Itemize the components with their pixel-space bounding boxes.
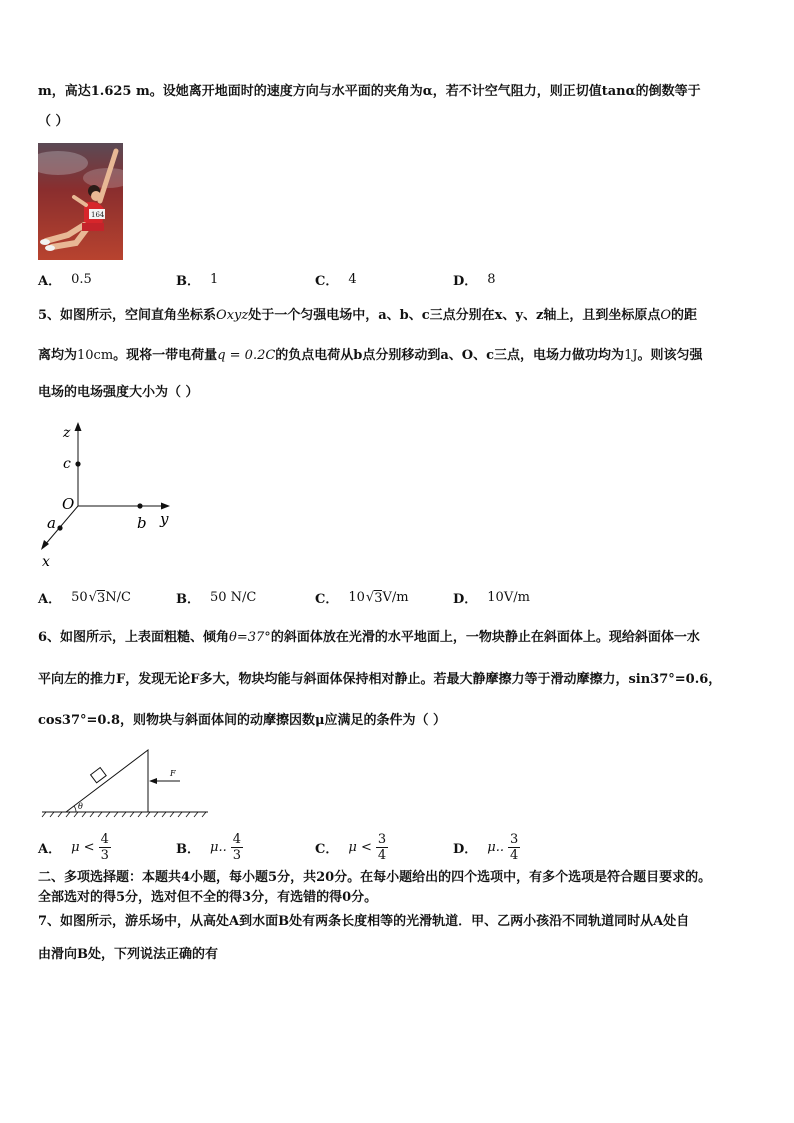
fraction: $\frac{3}{4}$ — [377, 832, 387, 863]
q6-text-line-2: 平向左的推力F，发现无论F多大，物块均能与斜面体保持相对静止。若最大静摩擦力等于滑动摩擦力，sin37°=0.6， — [38, 672, 722, 687]
b-label: b — [137, 514, 147, 532]
q4-option-b[interactable]: B． 1 — [176, 272, 219, 289]
y-label: y — [160, 510, 169, 528]
q6-option-d[interactable]: D． μ.. $\frac{3}{4}$ — [453, 832, 519, 863]
q6-option-c[interactable]: C． μ < $\frac{3}{4}$ — [315, 832, 387, 863]
z-label: z — [63, 425, 71, 441]
q7-text-line-2: 由滑向B处，下列说法正确的有 — [38, 947, 218, 962]
q4-option-d[interactable]: D． 8 — [453, 272, 496, 289]
block-on-incline — [91, 768, 107, 783]
q6-options — [38, 828, 758, 864]
c-label: c — [63, 456, 71, 472]
a-label: a — [47, 514, 56, 532]
section2-header-line-1: 二、多项选择题：本题共4小题，每小题5分，共20分。在每小题给出的四个选项中，有多个选项是符合题目要求的。 — [38, 870, 712, 885]
point-c — [75, 461, 80, 466]
q4-text-line-1: m，高达1.625 m。设她离开地面时的速度方向与水平面的夹角为α，若不计空气阻力，则正切值tanα的倒数等于 — [38, 84, 701, 99]
q6-text-line-1: 6、如图所示，上表面粗糙、倾角θ=37°的斜面体放在光滑的水平地面上，一物块静止在斜面体上。现给斜面体一水 — [38, 630, 700, 645]
q5-option-b[interactable]: B． 50 N/C — [176, 590, 257, 607]
fraction: $\frac{3}{4}$ — [510, 832, 519, 863]
fraction: $\frac{4}{3}$ — [100, 832, 109, 863]
ground-hatching — [42, 812, 206, 817]
athlete-image — [38, 143, 123, 260]
incline-figure — [40, 748, 210, 818]
force-label: F — [170, 769, 176, 778]
coordinate-axes-figure — [36, 418, 186, 570]
q6-text-line-3: cos37°=0.8，则物块与斜面体间的动摩擦因数μ应满足的条件为（ ） — [38, 713, 447, 728]
fraction: $\frac{4}{3}$ — [232, 832, 241, 863]
q4-option-c[interactable]: C． 4 — [315, 272, 357, 289]
theta-label: θ — [78, 802, 83, 811]
sqrt-icon: √ — [365, 590, 375, 605]
long-jump-photo — [38, 143, 123, 260]
x-label: x — [42, 554, 50, 570]
q5-option-d[interactable]: D． 10V/m — [453, 590, 530, 607]
sqrt-icon: √ — [88, 590, 97, 605]
q6-option-a[interactable]: A． μ < $\frac{4}{3}$ — [38, 832, 109, 863]
q7-text-line-1: 7、如图所示，游乐场中，从高处A到水面B处有两条长度相等的光滑轨道．甲、乙两小孩沿不同轨道同时从A处自 — [38, 914, 690, 929]
q5-option-c[interactable]: C． 10 √ 3 V/m — [315, 590, 409, 607]
origin-label: O — [62, 495, 75, 513]
q5-text-line-3: 电场的电场强度大小为（ ） — [38, 385, 199, 400]
q6-option-b[interactable]: B． μ.. $\frac{4}{3}$ — [176, 832, 241, 863]
point-b — [137, 503, 142, 508]
bib-number: 164 — [91, 211, 105, 219]
q5-text-line-2: 离均为10cm。现将一带电荷量q = 0.2C的负点电荷从b点分别移动到a、O、c三点，电场力做功均为1J。则该匀强 — [38, 348, 703, 363]
y-axis-arrow-icon — [161, 503, 170, 510]
section2-header-line-2: 全部选对的得5分，选对但不全的得3分，有选错的得0分。 — [38, 890, 378, 905]
q5-options — [38, 588, 758, 612]
q4-answer-bracket: （ ） — [38, 114, 69, 129]
q5-option-a[interactable]: A． 50 √ 3 N/C — [38, 590, 131, 607]
point-a — [57, 525, 62, 530]
z-axis-arrow-icon — [75, 422, 82, 431]
q5-text-line-1: 5、如图所示，空间直角坐标系Oxyz处于一个匀强电场中，a、b、c三点分别在x、y、z轴上，且到坐标原点O的距 — [38, 308, 698, 323]
q4-option-a[interactable]: A． 0.5 — [38, 272, 92, 289]
q4-options — [38, 270, 758, 294]
force-arrow-icon — [149, 778, 157, 784]
